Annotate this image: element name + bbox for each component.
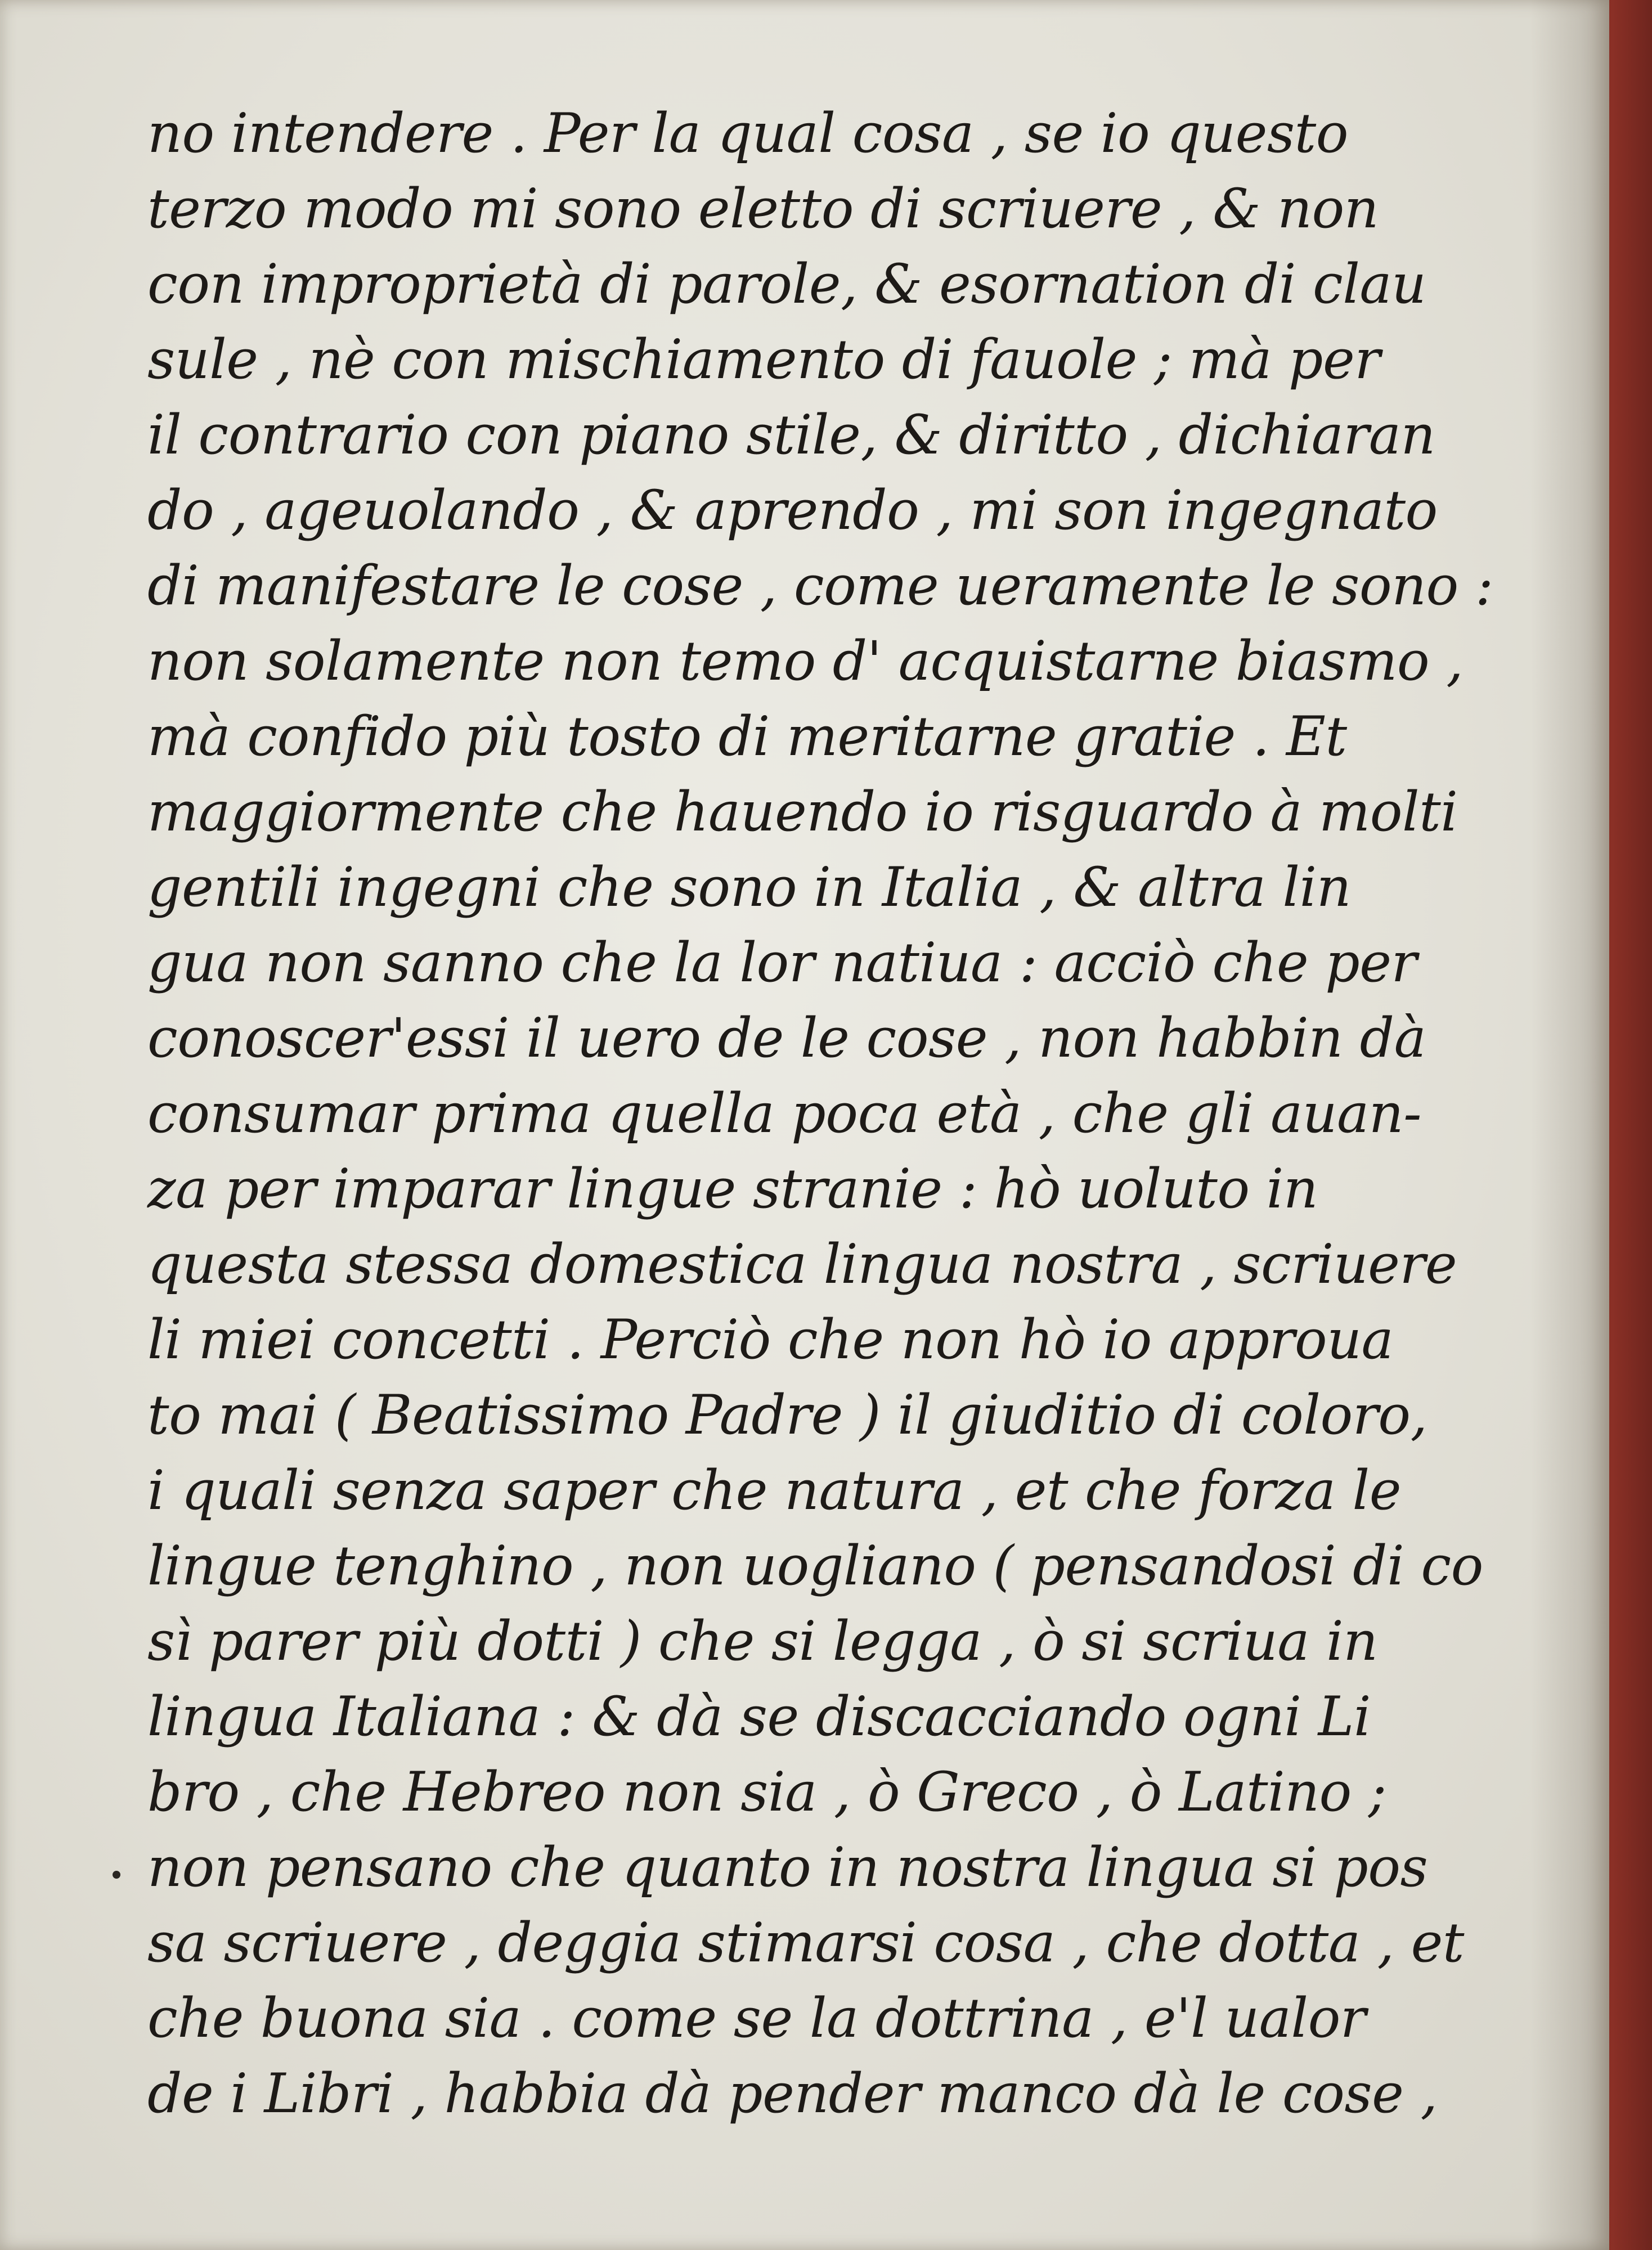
text-line: bro , che Hebreo non sia , ò Greco , ò Latino ; (147, 1761, 1386, 1824)
text-line: terzo modo mi sono eletto di scriuere , & non (147, 177, 1379, 240)
text-line: lingue tenghino , non uogliano ( pensandosi di co (147, 1534, 1483, 1597)
text-line: to mai ( Beatissimo Padre ) il giuditio di coloro, (147, 1384, 1427, 1447)
text-line: sì parer più dotti ) che si legga , ò si scriua in (147, 1610, 1378, 1673)
text-line: conoscer'essi il uero de le cose , non habbin dà (147, 1007, 1426, 1070)
text-line: non pensano che quanto in nostra lingua si pos (147, 1836, 1428, 1899)
text-line: il contrario con piano stile, & diritto , dichiaran (147, 403, 1435, 466)
text-line: consumar prima quella poca età , che gli auan- (147, 1082, 1422, 1145)
text-line: gentili ingegni che sono in Italia , & altra lin (147, 856, 1352, 919)
text-line: questa stessa domestica lingua nostra , scriuere (147, 1233, 1457, 1296)
text-line: de i Libri , habbia dà pender manco dà le cose , (147, 2062, 1438, 2125)
text-line: mà confido più tosto di meritarne gratie . Et (147, 705, 1347, 768)
text-line: do , ageuolando , & aprendo , mi son ingegnato (147, 479, 1438, 542)
text-line: li miei concetti . Perciò che non hò io approua (147, 1308, 1394, 1371)
text-line: maggiormente che hauendo io risguardo à molti (147, 780, 1458, 843)
text-line: di manifestare le cose , come ueramente le sono : (147, 554, 1493, 617)
text-line: za per imparar lingue stranie : hò uoluto in (147, 1157, 1318, 1220)
text-line: lingua Italiana : & dà se discacciando ogni Li (147, 1685, 1371, 1748)
text-line: no intendere . Per la qual cosa , se io questo (147, 102, 1349, 165)
text-line: che buona sia . come se la dottrina , e'l ualor (147, 1987, 1366, 2050)
text-line: sule , nè con mischiamento di fauole ; mà per (147, 328, 1380, 391)
page-text-block (147, 96, 1493, 2131)
ink-speck (113, 1871, 120, 1879)
text-line: gua non sanno che la lor natiua : acciò che per (147, 931, 1417, 994)
text-line: non solamente non temo d' acquistarne biasmo , (147, 630, 1464, 693)
page-gutter-shadow (1530, 0, 1609, 2250)
text-line: sa scriuere , deggia stimarsi cosa , che dotta , et (147, 1911, 1464, 1974)
text-line: i quali senza saper che natura , et che forza le (147, 1459, 1402, 1522)
text-line: con improprietà di parole, & esornation di clau (147, 253, 1426, 316)
